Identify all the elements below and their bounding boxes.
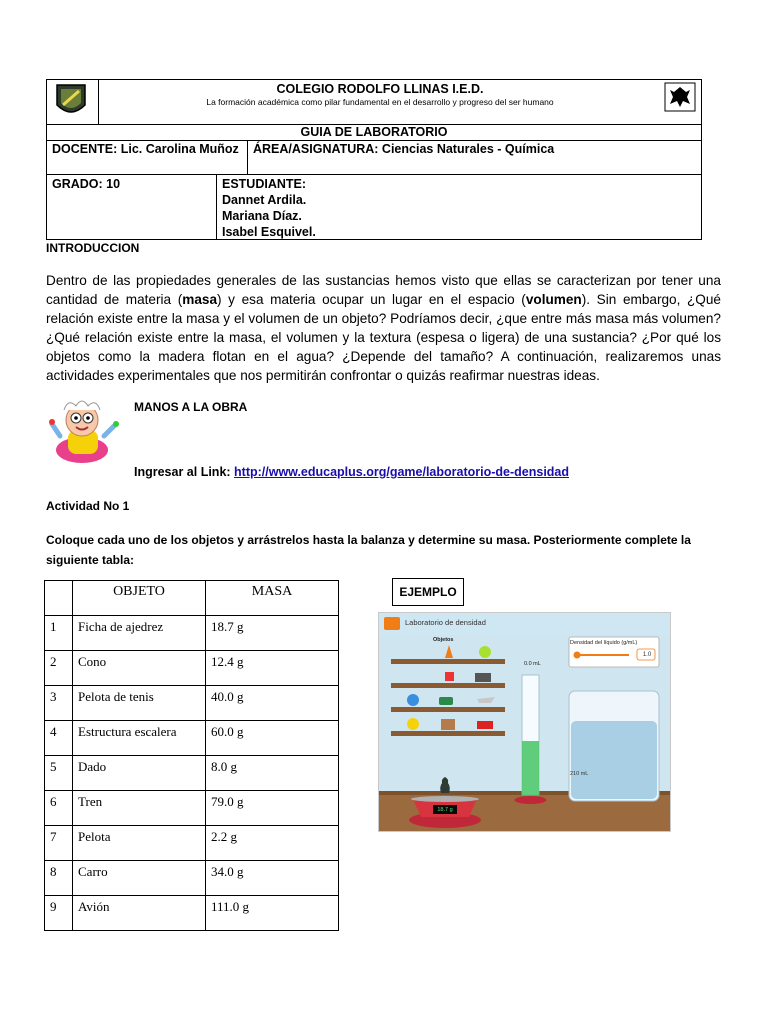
sim-beaker-label: 210 mL (570, 771, 589, 777)
object-cell: Dado (73, 756, 206, 791)
grade: GRADO: 10 (47, 175, 217, 239)
example-label: EJEMPLO (392, 578, 464, 606)
students-cell (217, 175, 701, 239)
mass-term: masa (182, 292, 218, 307)
sim-density-label: Densidad del líquido (g/mL) (570, 640, 638, 646)
row-index: 3 (45, 686, 73, 721)
sim-title: Laboratorio de densidad (405, 618, 486, 627)
guide-title-row (47, 125, 701, 141)
link-label: Ingresar al Link: (134, 465, 235, 479)
object-cell: Tren (73, 791, 206, 826)
object-cell: Carro (73, 861, 206, 896)
guide-title: GUIA DE LABORATORIO (300, 125, 448, 139)
row-index: 4 (45, 721, 73, 756)
sim-title-bar (379, 613, 670, 635)
activity-title: Actividad No 1 (46, 499, 130, 513)
mass-header: MASA (206, 581, 339, 616)
student-row (47, 175, 701, 239)
scientist-cartoon-icon (44, 396, 124, 464)
sim-scale-reading: 18.7 g (437, 807, 453, 813)
object-cell: Ficha de ajedrez (73, 616, 206, 651)
sim-objects-label: Objetos (433, 637, 454, 643)
activity-instructions: Coloque cada uno de los objetos y arrástrelos hasta la balanza y determine su masa. Posteriormente complete la siguiente tabla: (46, 533, 691, 567)
table-row (45, 756, 339, 791)
object-cell: Cono (73, 651, 206, 686)
student-name: Dannet Ardila. (222, 193, 307, 207)
row-index: 5 (45, 756, 73, 791)
mass-cell: 8.0 g (206, 756, 339, 791)
mass-cell: 18.7 g (206, 616, 339, 651)
sim-density-value: 1.0 (642, 652, 652, 658)
density-lab-link[interactable]: http://www.educaplus.org/game/laboratorio-de-densidad (234, 465, 570, 479)
row-index: 1 (45, 616, 73, 651)
teacher-row (47, 141, 701, 175)
mass-cell: 60.0 g (206, 721, 339, 756)
row-index: 9 (45, 896, 73, 931)
density-lab-screenshot (378, 612, 671, 832)
student-label: ESTUDIANTE: (222, 177, 307, 191)
mass-cell: 40.0 g (206, 686, 339, 721)
volume-term: volumen (525, 292, 582, 307)
district-emblem-icon (664, 82, 696, 112)
table-row (45, 826, 339, 861)
mass-cell: 2.2 g (206, 826, 339, 861)
school-name: COLEGIO RODOLFO LLINAS I.E.D. (276, 82, 484, 96)
mass-cell: 34.0 g (206, 861, 339, 896)
row-index: 8 (45, 861, 73, 896)
teacher-name: DOCENTE: Lic. Carolina Muñoz (47, 141, 248, 174)
sim-cylinder-label: 0.0 mL (524, 661, 541, 667)
student-name: Isabel Esquivel. (222, 225, 316, 239)
school-motto: La formación académica como pilar fundamental en el desarrollo y progreso del ser humano (206, 97, 554, 107)
subject-area: ÁREA/ASIGNATURA: Ciencias Naturales - Química (253, 142, 555, 156)
mass-cell: 12.4 g (206, 651, 339, 686)
sim-logo-icon (384, 617, 400, 630)
student-name: Mariana Díaz. (222, 209, 302, 223)
object-cell: Pelota (73, 826, 206, 861)
table-row (45, 616, 339, 651)
table-row (45, 686, 339, 721)
table-header-row (45, 581, 339, 616)
object-cell: Avión (73, 896, 206, 931)
table-row (45, 721, 339, 756)
intro-text: ) y esa materia ocupar un lugar en el espacio ( (217, 292, 526, 307)
object-header: OBJETO (73, 581, 206, 616)
header-school-row (47, 80, 701, 125)
row-index: 6 (45, 791, 73, 826)
table-row (45, 861, 339, 896)
link-line (134, 465, 569, 479)
index-header (45, 581, 73, 616)
header-table (46, 79, 702, 240)
school-shield-icon (55, 83, 87, 119)
object-cell: Estructura escalera (73, 721, 206, 756)
intro-text: Dentro de las propiedades generales de las sustancias hemos visto que ellas se caracterizan por tener una cantidad de materia ( (46, 273, 721, 307)
row-index: 2 (45, 651, 73, 686)
mass-cell: 79.0 g (206, 791, 339, 826)
hands-on-heading: MANOS A LA OBRA (134, 400, 248, 414)
school-name-cell (99, 80, 661, 124)
mass-table (44, 580, 339, 931)
intro-text: ). Sin embargo, ¿Qué relación existe entre la masa y el volumen de un objeto? Podríamos decir, ¿que entre más masa más volumen? ¿Qué relación existe entre la masa, el volumen y la textura (espesa o ligera) de una sustancia? ¿Por qué los objetos como la madera flotan en el agua? ¿Depende del tamaño? A continuación, realizaremos unas actividades experimentales que nos permitirán confrontar o quizás reafirmar nuestras ideas. (46, 292, 721, 383)
intro-paragraph (46, 271, 721, 385)
intro-heading: INTRODUCCION (46, 241, 140, 255)
object-cell: Pelota de tenis (73, 686, 206, 721)
mass-cell: 111.0 g (206, 896, 339, 931)
table-row (45, 791, 339, 826)
district-logo-cell (661, 80, 701, 124)
table-row (45, 651, 339, 686)
school-logo-cell (47, 80, 99, 124)
row-index: 7 (45, 826, 73, 861)
table-row (45, 896, 339, 931)
